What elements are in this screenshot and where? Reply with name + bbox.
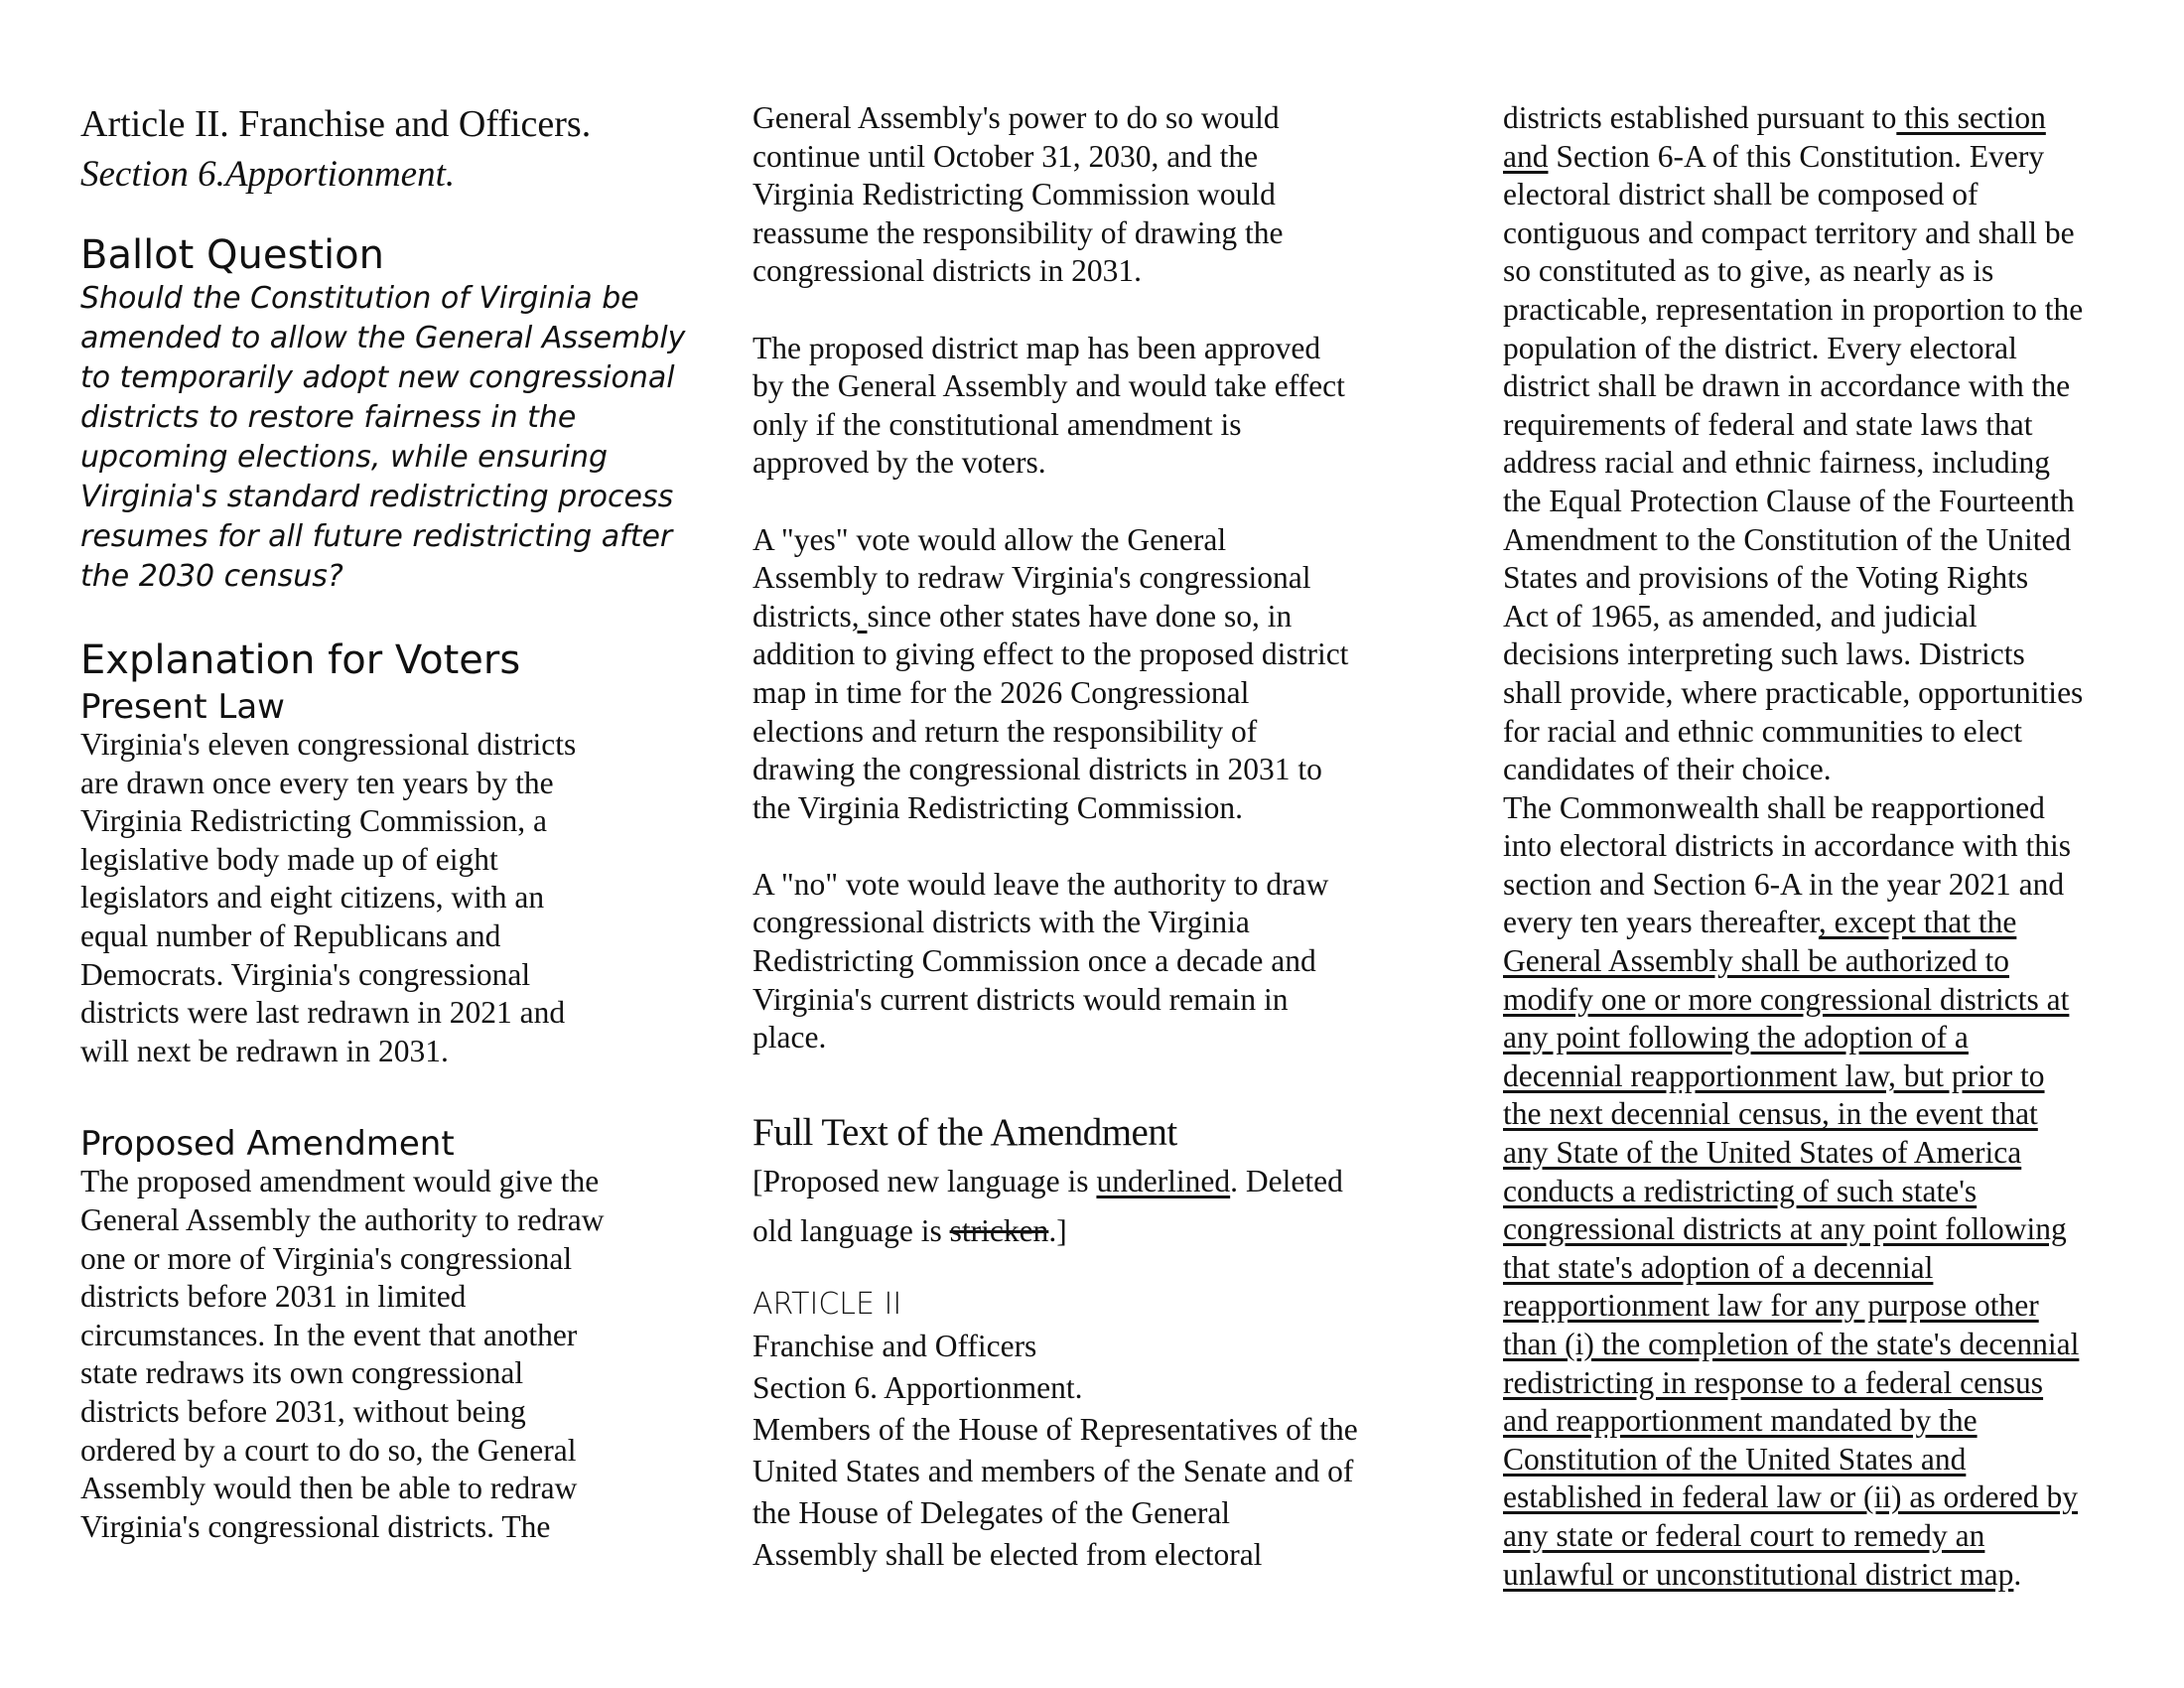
text-line: [752, 1157, 1413, 1206]
text-line: elections and return the responsibility of: [752, 713, 1258, 749]
underlined-text: underlined: [1096, 1163, 1231, 1198]
text-line: [1503, 1556, 2148, 1595]
text-line: into electoral districts in accordance with this: [1503, 828, 2072, 864]
text-line: shall provide, where practicable, opportunities: [1503, 674, 2084, 710]
text-run: districts: [752, 598, 852, 633]
text-line: so constituted as to give, as nearly as is: [1503, 253, 1994, 289]
text-line: legislative body made up of eight: [80, 841, 498, 877]
text-run: since other states have done so, in: [867, 598, 1293, 633]
text-line: practicable, representation in proportion to the: [1503, 291, 2084, 327]
present-law-text: [80, 726, 656, 1070]
text-line: Democrats. Virginia's congressional: [80, 956, 531, 992]
text-line: congressional districts with the Virginia: [752, 905, 1250, 940]
text-line: equal number of Republicans and: [80, 917, 501, 953]
text-line: addition to giving effect to the proposed district: [752, 636, 1349, 672]
text-line: the 2030 census?: [80, 559, 343, 594]
text-line: candidates of their choice.: [1503, 752, 1832, 787]
underlined-text: , except that the: [1818, 905, 2017, 940]
text-line: Virginia Redistricting Commission would: [752, 177, 1276, 212]
text-line: to temporarily adopt new congressional: [80, 360, 675, 395]
text-line: Redistricting Commission once a decade and: [752, 943, 1316, 979]
text-line: Virginia's standard redistricting process: [80, 480, 674, 514]
text-line: Act of 1965, as amended, and judicial: [1503, 598, 1978, 633]
text-line: map in time for the 2026 Congressional: [752, 674, 1250, 710]
text-run: Section 6-A of this Constitution. Every: [1548, 138, 2045, 174]
text-line: contiguous and compact territory and shall be: [1503, 214, 2075, 250]
underlined-line: any state or federal court to remedy an: [1503, 1517, 1985, 1553]
text-line: districts before 2031 in limited: [80, 1279, 467, 1315]
underlined-line: the next decennial census, in the event that: [1503, 1096, 2038, 1132]
paragraph-gap: [752, 291, 1413, 330]
text-line: reassume the responsibility of drawing the: [752, 214, 1284, 250]
text-line: districts before 2031, without being: [80, 1393, 526, 1429]
text-line: circumstances. In the event that another: [80, 1317, 578, 1352]
amendment-text-start: [752, 1284, 1413, 1576]
underlined-line: any point following the adoption of a: [1503, 1020, 1969, 1055]
text-line: the Virginia Redistricting Commission.: [752, 789, 1243, 825]
present-law-heading: Present Law: [80, 687, 285, 727]
underlined-line: decennial reapportionment law, but prior to: [1503, 1057, 2045, 1093]
text-line: Assembly shall be elected from electoral: [752, 1536, 1263, 1572]
text-line: Members of the House of Representatives of the: [752, 1411, 1358, 1447]
text-line: Virginia's congressional districts. The: [80, 1508, 551, 1544]
text-line: decisions interpreting such laws. Districts: [1503, 636, 2025, 672]
text-line: district shall be drawn in accordance with the: [1503, 368, 2071, 404]
text-line: resumes for all future redistricting after: [80, 519, 673, 554]
ballot-question-text: [80, 279, 686, 597]
text-line: only if the constitutional amendment is: [752, 406, 1242, 442]
text-line: [752, 598, 1413, 636]
text-line: continue until October 31, 2030, and the: [752, 138, 1259, 174]
text-line: amended to allow the General Assembly: [80, 321, 686, 355]
underlined-line: established in federal law or (ii) as ordered by: [1503, 1479, 2079, 1515]
text-line: A "no" vote would leave the authority to draw: [752, 866, 1329, 902]
underlined-line: than (i) the completion of the state's decennial: [1503, 1327, 2080, 1361]
text-line: legislators and eight citizens, with an: [80, 880, 545, 915]
underlined-line: and reapportionment mandated by the: [1503, 1403, 1978, 1439]
text-line: address racial and ethnic fairness, including: [1503, 445, 2051, 481]
text-line: General Assembly's power to do so would: [752, 100, 1280, 135]
underlined-text: this section: [1896, 100, 2046, 135]
column-middle: [752, 99, 1413, 1576]
text-line: the Equal Protection Clause of the Fourteenth: [1503, 483, 2075, 518]
column-right: [1503, 99, 2148, 1594]
text-run: every ten years thereafter: [1503, 905, 1819, 940]
text-line: approved by the voters.: [752, 445, 1046, 481]
text-line: section and Section 6-A in the year 2021 and: [1503, 866, 2065, 902]
amendment-text-continued: [1503, 99, 2148, 1594]
text-line: drawing the congressional districts in 2031 to: [752, 752, 1322, 787]
section-label: Section 6. Apportionment.: [752, 1369, 1083, 1405]
article-label: ARTICLE II: [752, 1286, 902, 1322]
text-line: States and provisions of the Voting Rights: [1503, 560, 2029, 596]
text-line: districts to restore fairness in the: [80, 400, 577, 435]
text-line: by the General Assembly and would take effect: [752, 368, 1345, 404]
text-run: old language is: [752, 1212, 950, 1248]
text-line: General Assembly the authority to redraw: [80, 1201, 605, 1237]
underlined-line: any State of the United States of America: [1503, 1135, 2022, 1171]
text-line: the House of Delegates of the General: [752, 1494, 1231, 1530]
underlined-line: redistricting in response to a federal census: [1503, 1364, 2044, 1400]
text-line: place.: [752, 1020, 827, 1055]
text-run: .]: [1048, 1212, 1067, 1248]
text-line: are drawn once every ten years by the: [80, 765, 554, 800]
underlined-text: ,: [851, 598, 868, 633]
text-line: one or more of Virginia's congressional: [80, 1240, 573, 1276]
proposed-amendment-text: [80, 1163, 656, 1546]
text-line: Amendment to the Constitution of the United: [1503, 521, 2072, 557]
text-line: population of the district. Every electoral: [1503, 330, 2017, 365]
text-line: Assembly would then be able to redraw: [80, 1471, 578, 1506]
text-line: Assembly to redraw Virginia's congressional: [752, 560, 1311, 596]
explanation-heading: Explanation for Voters: [80, 637, 521, 683]
text-line: Virginia's eleven congressional districts: [80, 727, 577, 762]
paragraph-gap: [752, 827, 1413, 866]
column-left: [80, 99, 686, 1546]
underlined-line: that state's adoption of a decennial: [1503, 1249, 1934, 1285]
text-run: [Proposed new language is: [752, 1163, 1097, 1198]
section-title: Section 6.Apportionment.: [80, 154, 456, 195]
text-run: . Deleted: [1230, 1163, 1343, 1198]
text-line: The Commonwealth shall be reapportioned: [1503, 789, 2045, 825]
text-line: The proposed district map has been approved: [752, 330, 1321, 365]
text-line: [1503, 904, 2148, 942]
text-line: electoral district shall be composed of: [1503, 177, 1979, 212]
underlined-line: reapportionment law for any purpose other: [1503, 1288, 2039, 1324]
text-line: will next be redrawn in 2031.: [80, 1033, 449, 1068]
text-line: state redraws its own congressional: [80, 1355, 524, 1391]
editorial-note: [752, 1157, 1413, 1256]
explanation-continued: [752, 99, 1413, 1057]
text-line: for racial and ethnic communities to elect: [1503, 713, 2023, 749]
text-line: The proposed amendment would give the: [80, 1164, 600, 1199]
underlined-line: modify one or more congressional districts at: [1503, 981, 2070, 1017]
full-text-heading: Full Text of the Amendment: [752, 1110, 1177, 1154]
underlined-text: and: [1503, 138, 1549, 174]
text-line: Should the Constitution of Virginia be: [80, 281, 639, 316]
text-line: ordered by a court to do so, the General: [80, 1432, 577, 1468]
underlined-line: General Assembly shall be authorized to: [1503, 943, 2009, 979]
text-run: .: [2013, 1556, 2022, 1592]
underlined-line: congressional districts at any point following: [1503, 1211, 2067, 1247]
article-title: Article II. Franchise and Officers.: [80, 103, 592, 145]
stricken-text: stricken: [949, 1212, 1049, 1248]
underlined-line: conducts a redistricting of such state's: [1503, 1173, 1978, 1208]
ballot-question-heading: Ballot Question: [80, 232, 384, 278]
text-run: districts established pursuant to: [1503, 100, 1897, 135]
underlined-line: Constitution of the United States and: [1503, 1441, 1967, 1477]
text-line: [752, 1206, 1413, 1256]
text-line: [1503, 138, 2148, 177]
text-line: congressional districts in 2031.: [752, 253, 1142, 289]
text-line: upcoming elections, while ensuring: [80, 440, 609, 475]
paragraph-gap: [752, 483, 1413, 521]
text-line: Virginia Redistricting Commission, a: [80, 803, 548, 839]
proposed-amendment-heading: Proposed Amendment: [80, 1124, 455, 1165]
text-line: districts were last redrawn in 2021 and: [80, 995, 566, 1031]
text-line: Virginia's current districts would remain in: [752, 981, 1289, 1017]
article-name: Franchise and Officers: [752, 1328, 1037, 1363]
text-line: [1503, 99, 2148, 138]
text-line: A "yes" vote would allow the General: [752, 521, 1227, 557]
text-line: United States and members of the Senate and of: [752, 1453, 1354, 1488]
underlined-text: unlawful or unconstitutional district map: [1503, 1556, 2014, 1592]
text-line: requirements of federal and state laws that: [1503, 406, 2033, 442]
